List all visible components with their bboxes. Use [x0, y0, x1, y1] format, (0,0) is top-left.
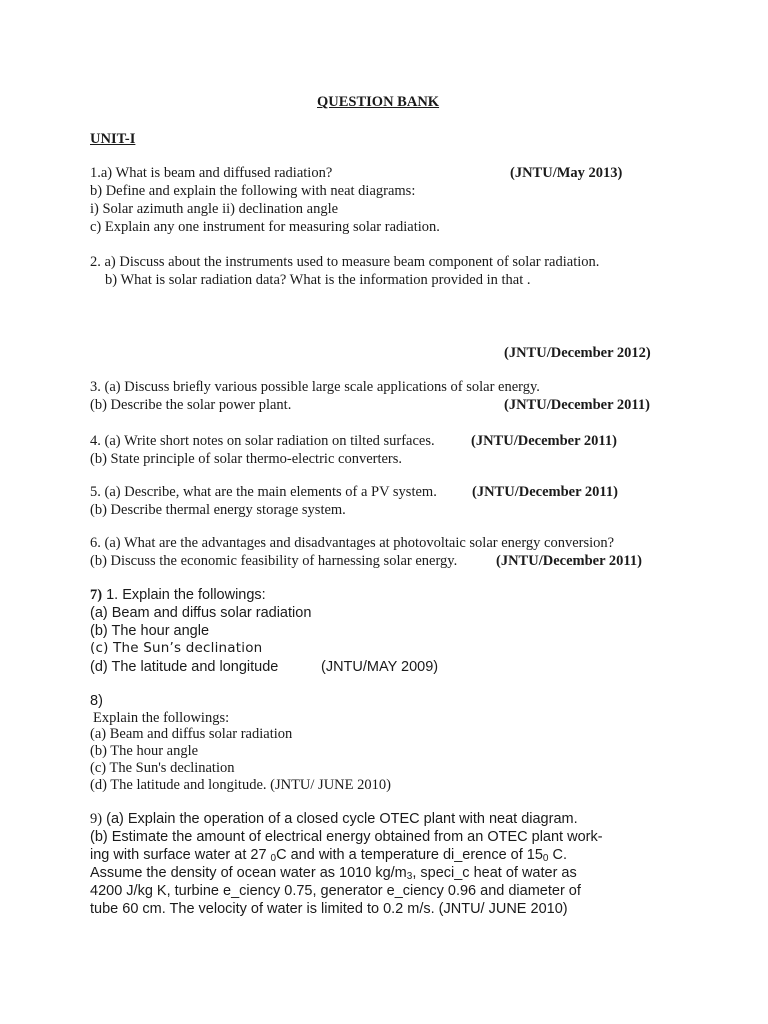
- q9-cube-superscript: 3: [406, 871, 413, 882]
- q4-part-b: (b) State principle of solar thermo-electric converters.: [90, 451, 403, 467]
- q6-part-b: (b) Discuss the economic feasibility of harnessing solar energy.: [90, 553, 458, 569]
- q2-part-b: b) What is solar radiation data? What is the information provided in that .: [105, 272, 531, 288]
- q1-exam-tag: (JNTU/May 2013): [510, 165, 623, 181]
- q9-b-text-1: ing with surface water at 27: [90, 847, 271, 863]
- q1-part-a: 1.a) What is beam and diffused radiation?: [90, 165, 333, 181]
- q6-part-a: 6. (a) What are the advantages and disadvantages at photovoltaic solar energy conversion?: [90, 535, 615, 551]
- q7-intro-line: [90, 586, 266, 604]
- q7-part-d: (d) The latitude and longitude: [90, 659, 279, 675]
- q9-degree-sign-1: 0: [270, 853, 277, 864]
- q8-number: 8): [90, 693, 103, 709]
- q3-exam-tag: (JNTU/December 2011): [504, 397, 650, 413]
- q8-part-d: (d) The latitude and longitude. (JNTU/ JUNE 2010): [90, 777, 391, 793]
- q1-part-b: b) Define and explain the following with neat diagrams:: [90, 183, 416, 199]
- q9-part-b-line5: tube 60 cm. The velocity of water is limited to 0.2 m/s. (JNTU/ JUNE 2010): [90, 901, 568, 917]
- q2-part-a: 2. a) Discuss about the instruments used to measure beam component of solar radiation.: [90, 254, 600, 270]
- q4-exam-tag: (JNTU/December 2011): [471, 433, 617, 449]
- q7-part-a: (a) Beam and diffus solar radiation: [90, 605, 312, 621]
- q3-part-a: 3. (a) Discuss brieﬂy various possible large scale applications of solar energy.: [90, 379, 540, 395]
- q7-exam-tag: (JNTU/MAY 2009): [321, 659, 439, 675]
- q9-b-text-4: Assume the density of ocean water as 1010 kg/m: [90, 865, 407, 881]
- q5-part-b: (b) Describe thermal energy storage system.: [90, 502, 346, 518]
- q3-part-b: (b) Describe the solar power plant.: [90, 397, 292, 413]
- q1-part-c: c) Explain any one instrument for measuring solar radiation.: [90, 219, 440, 235]
- page-title: QUESTION BANK: [317, 94, 440, 110]
- q7-number: 7): [90, 587, 103, 603]
- q8-part-a: (a) Beam and diffus solar radiation: [90, 726, 293, 742]
- unit-heading: UNIT-I: [90, 131, 136, 147]
- q7-part-b: (b) The hour angle: [90, 623, 210, 639]
- q1-part-b-items: i) Solar azimuth angle ii) declination angle: [90, 201, 339, 217]
- q9-degree-sign-2: 0: [542, 853, 549, 864]
- q9-part-a-line: [90, 810, 578, 828]
- q9-part-b-line1: (b) Estimate the amount of electrical energy obtained from an OTEC plant work-: [90, 829, 603, 845]
- q7-part-c: (c) The Sun’s declination: [90, 640, 263, 656]
- q2-exam-tag: (JNTU/December 2012): [504, 345, 651, 361]
- q9-b-text-2: C and with a temperature di_erence of 15: [276, 847, 543, 863]
- q4-part-a: 4. (a) Write short notes on solar radiation on tilted surfaces.: [90, 433, 435, 449]
- q6-exam-tag: (JNTU/December 2011): [496, 553, 642, 569]
- q5-exam-tag: (JNTU/December 2011): [472, 484, 618, 500]
- q5-part-a: 5. (a) Describe, what are the main elements of a PV system.: [90, 484, 437, 500]
- q8-intro: Explain the followings:: [93, 710, 230, 726]
- q8-part-b: (b) The hour angle: [90, 743, 199, 759]
- q9-number: 9): [90, 811, 103, 827]
- q9-b-text-3: C.: [548, 847, 568, 863]
- q9-b-text-5: , speci_c heat of water as: [412, 865, 577, 881]
- q9-part-b-line4: 4200 J/kg K, turbine e_ciency 0.75, generator e_ciency 0.96 and diameter of: [90, 883, 581, 899]
- q7-intro: 1. Explain the followings:: [102, 587, 266, 603]
- q9-part-a: (a) Explain the operation of a closed cycle OTEC plant with neat diagram.: [102, 811, 578, 827]
- q8-part-c: (c) The Sun's declination: [90, 760, 235, 776]
